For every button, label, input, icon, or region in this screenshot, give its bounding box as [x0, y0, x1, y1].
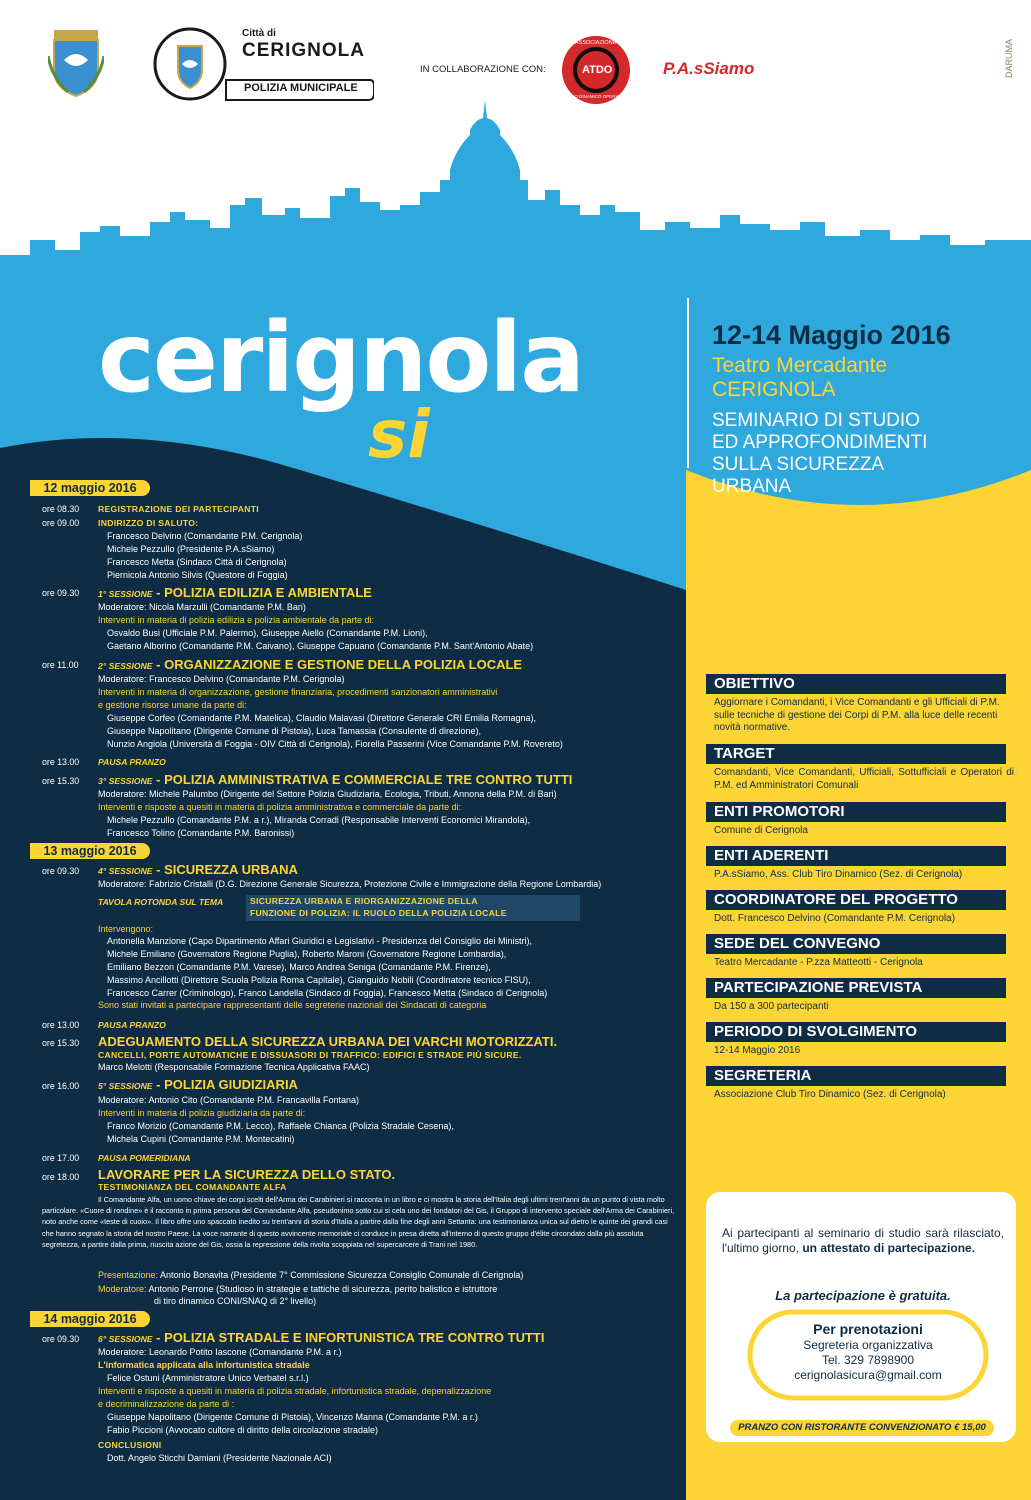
moderator: Moderatore: Antonio Cito (Comandante P.M. Francavilla Fontana) [98, 1095, 359, 1105]
alfa-description: Il Comandante Alfa, un uomo chiave dei corpi scelti dell'Arma dei Carabinieri si racconta in un libro e ci mostra la storia dell'Italia degli ultimi trent'anni da un punto di vista molto particolare. «Cuore di rondine» è il racconto in prima persona del Comandante Alfa, pseudonimo sotto cui si cela uno dei fondatori del Gis, il Gruppo di intervento speciale dell'Arma dei Carabinieri, noto anche come «teste di cuoio». Il libro offre uno spaccato inedito su trent'anni di storia d'Italia a partire dalla fine degli anni Settanta: una testimonianza unica sul dietro le quinte dei grandi casi che hanno segnato la storia del nostro Paese. La voce narrante di questo avvincente memoriale ci conduce in presa diretta all'interno di questo gruppo d'élite circondato dalla più assoluta segretezza, a partire dalla prima, riuscita azione del Gis, ossia la repressione della rivolta scoppiata nel supercarcere di Trani nel 1980. [42, 1195, 675, 1249]
talk-title: LAVORARE PER LA SICUREZZA DELLO STATO. [98, 1167, 396, 1182]
round-table-topic [246, 895, 580, 921]
presentation-label: Presentazione: [98, 1270, 159, 1280]
presentation [98, 1270, 523, 1280]
session-2 [98, 657, 522, 672]
session-number: 1° SESSIONE [98, 589, 153, 599]
day-label: 13 maggio 2016 [30, 843, 150, 859]
interventions: Interventi e risposte a quesiti in materia di polizia amministrativa e commerciale da parte di: [98, 802, 462, 812]
event-venue: Teatro Mercadante [712, 354, 888, 377]
info-title: PARTECIPAZIONE PREVISTA [706, 978, 1006, 998]
session-title: - SICUREZZA URBANA [152, 862, 298, 877]
session-number: 5° SESSIONE [98, 1081, 153, 1091]
interventions: Interventi in materia di polizia giudiziaria da parte di: [98, 1108, 306, 1118]
coat-of-arms [48, 26, 104, 98]
session-title: - ORGANIZZAZIONE E GESTIONE DELLA POLIZIA LOCALE [152, 657, 523, 672]
moderator: Moderatore: Michele Palumbo (Dirigente del Settore Polizia Giudiziaria, Ecologia, Tributi, Annona della P.M. di Bari) [98, 789, 557, 799]
info-text: Aggiornare i Comandanti, i Vice Comandanti e gli Ufficiali di P.M. sulle tecniche di gestione dei Corpi di P.M. alla luce delle recenti novità normative. [714, 697, 1000, 733]
time: ore 13.00 [42, 757, 80, 767]
session-title: - POLIZIA GIUDIZIARIA [152, 1077, 298, 1092]
session-number: 4° SESSIONE [98, 866, 153, 876]
lunch-offer: PRANZO CON RISTORANTE CONVENZIONATO € 15,00 [730, 1420, 994, 1436]
moderator-cont: di tiro dinamico CONI/SNAQ di 2° livello) [154, 1296, 317, 1306]
topic-line: SICUREZZA URBANA E RIORGANIZZAZIONE DELLA [250, 896, 478, 906]
time: ore 09.00 [42, 518, 80, 528]
interventions: e gestione risorse umane da parte di: [98, 700, 247, 710]
moderator: Moderatore: Leonardo Potito Iascone (Comandante P.M. a r.) [98, 1347, 342, 1357]
police-label: POLIZIA MUNICIPALE [244, 82, 358, 94]
round-table: TAVOLA ROTONDA SUL TEMA [98, 897, 224, 907]
lunch-break: PAUSA PRANZO [98, 1020, 166, 1030]
time: ore 09.30 [42, 588, 80, 598]
booking-info [750, 1320, 986, 1383]
time: ore 15.30 [42, 1038, 80, 1048]
speaker: Michele Pezzullo (Presidente P.A.sSiamo) [107, 544, 275, 554]
time: ore 16.00 [42, 1081, 80, 1091]
speakers: Francesco Carrer (Criminologo), Franco Landella (Sindaco di Foggia), Francesco Metta (Sindaco di Cerignola) [107, 988, 548, 998]
session-title: - POLIZIA AMMINISTRATIVA E COMMERCIALE TRE CONTRO TUTTI [152, 772, 573, 787]
day-label: 14 maggio 2016 [30, 1311, 150, 1327]
event-desc-line: SEMINARIO DI STUDIO [712, 410, 920, 431]
title-sicura [368, 396, 576, 473]
info-title: ENTI ADERENTI [706, 846, 1006, 866]
afternoon-break: PAUSA POMERIDIANA [98, 1153, 191, 1163]
collab-label: IN COLLABORAZIONE CON: [420, 64, 546, 75]
time: ore 08.30 [42, 504, 80, 514]
title-si: si [368, 396, 430, 473]
speakers-title: Intervengono: [98, 924, 154, 934]
title-cerignola: cerignola [98, 302, 583, 414]
event-dates: 12-14 Maggio 2016 [712, 320, 951, 350]
time: ore 09.30 [42, 1334, 80, 1344]
speakers: Francesco Tolino (Comandante P.M. Baronissi) [107, 828, 295, 838]
speakers: Fabio Piccioni (Avvocato cultore di diritto della circolazione stradale) [107, 1425, 378, 1435]
moderator: Moderatore: Fabrizio Cristalli (D.G. Direzione Generale Sicurezza, Protezione Civile e Immigrazione della Regione Lombardia) [98, 879, 602, 889]
info-title: TARGET [706, 744, 1006, 764]
time: ore 09.30 [42, 866, 80, 876]
moderator: Moderatore: Nicola Marzulli (Comandante P.M. Bari) [98, 602, 306, 612]
speakers: Michele Emiliano (Governatore Regione Puglia), Roberto Maroni (Governatore Regione Lombardia), [107, 949, 507, 959]
speaker: Felice Ostuni (Amministratore Unico Verbatel s.r.l.) [107, 1373, 309, 1383]
interventions: e decriminalizzazione da parte di : [98, 1399, 235, 1409]
info-text: 12-14 Maggio 2016 [714, 1045, 801, 1056]
title-cura: cura [429, 396, 576, 473]
event-desc-line: ED APPROFONDIMENTI [712, 432, 928, 453]
session-title: - POLIZIA EDILIZIA E AMBIENTALE [152, 585, 372, 600]
session-title: - POLIZIA STRADALE E INFORTUNISTICA TRE CONTRO TUTTI [152, 1330, 545, 1345]
booking-title: Per prenotazioni [813, 1321, 923, 1337]
time: ore 15.30 [42, 776, 80, 786]
polizia-municipale-logo [148, 26, 374, 102]
subtopic: L'informatica applicata alla infortunistica stradale [98, 1360, 310, 1370]
city-name: CERIGNOLA [242, 40, 365, 61]
speakers: Massimo Ancillotti (Direttore Scuola Polizia Roma Capitale), Gianguido Nobili (Coordinatore tecnico FISU), [107, 975, 531, 985]
event-description [712, 410, 927, 498]
certificate-text: Ai partecipanti al seminario di studio sarà rilasciato, l'ultimo giorno, [722, 1226, 1004, 1255]
speakers: Giuseppe Napolitano (Dirigente Comune di Pistoia), Luca Tamassia (Consulente di direzione), [107, 726, 482, 736]
daruma-mark: DARUMA [1004, 38, 1014, 78]
time: ore 18.00 [42, 1172, 80, 1182]
session-6 [98, 1330, 544, 1345]
speaker: Piernicola Antonio Silvis (Questore di Foggia) [107, 570, 288, 580]
info-title: COORDINATORE DEL PROGETTO [706, 890, 1006, 910]
speakers: Giuseppe Napolitano (Dirigente Comune di Pistoia), Vincenzo Manna (Comandante P.M. a r.) [107, 1412, 478, 1422]
interventions: Interventi in materia di polizia edilizia e polizia ambientale da parte di: [98, 615, 375, 625]
moderator-text: Antonio Perrone (Studioso in strategie e tattiche di sicurezza, perito balistico e istruttore [146, 1284, 498, 1294]
session-3 [98, 772, 572, 787]
talk-title: ADEGUAMENTO DELLA SICUREZZA URBANA DEI VARCHI MOTORIZZATI. [98, 1034, 558, 1049]
info-text: Da 150 a 300 partecipanti [714, 1001, 829, 1012]
event-desc-line: SULLA SICUREZZA [712, 454, 885, 475]
speaker: Francesco Delvino (Comandante P.M. Cerignola) [107, 531, 303, 541]
free-notice: La partecipazione è gratuita. [775, 1288, 951, 1303]
session-4 [98, 862, 298, 877]
moderator [98, 1284, 497, 1294]
registration: REGISTRAZIONE DEI PARTECIPANTI [98, 504, 259, 514]
welcome-title: INDIRIZZO DI SALUTO: [98, 518, 199, 528]
session-5 [98, 1077, 298, 1092]
info-title: SEGRETERIA [706, 1066, 1006, 1086]
info-text: Comune di Cerignola [714, 825, 808, 836]
speakers: Emiliano Bezzon (Comandante P.M. Varese), Marco Andrea Seniga (Comandante P.M. Firenze), [107, 962, 491, 972]
session-number: 3° SESSIONE [98, 776, 153, 786]
atdo-sub-label: TIRO DINAMICO OPERATIVO [567, 94, 629, 99]
speakers: Gaetano Alborino (Comandante P.M. Caivano), Giuseppe Capuano (Comandante P.M. Sant'Antonio Abate) [107, 641, 534, 651]
time: ore 17.00 [42, 1153, 80, 1163]
info-title: SEDE DEL CONVEGNO [706, 934, 1006, 954]
session-number: 6° SESSIONE [98, 1334, 153, 1344]
day-label: 12 maggio 2016 [30, 480, 150, 496]
lunch-break: PAUSA PRANZO [98, 757, 166, 767]
moderator-label: Moderatore: [98, 1284, 147, 1294]
session-1 [98, 585, 372, 600]
session-number: 2° SESSIONE [98, 661, 153, 671]
conclusions-title: CONCLUSIONI [98, 1440, 162, 1450]
info-title: PERIODO DI SVOLGIMENTO [706, 1022, 1006, 1042]
speakers: Osvaldo Busi (Ufficiale P.M. Palermo), Giuseppe Aiello (Comandante P.M. Lioni), [107, 628, 428, 638]
speakers: Nunzio Angiola (Università di Foggia - OIV Città di Cerignola), Fiorella Passerini (Vice Comandante P.M. Rovereto) [107, 739, 563, 749]
info-title: ENTI PROMOTORI [706, 802, 1006, 822]
talk-subtitle: CANCELLI, PORTE AUTOMATICHE E DISSUASORI DI TRAFFICO: EDIFICI E STRADE PIÙ SICURE. [98, 1050, 522, 1060]
info-text: Associazione Club Tiro Dinamico (Sez. di Cerignola) [714, 1089, 946, 1100]
speakers: Giuseppe Corfeo (Comandante P.M. Matelica), Claudio Malavasi (Direttore Generale CRI Emilia Romagna), [107, 713, 537, 723]
info-title: OBIETTIVO [706, 674, 1006, 694]
interventions: Interventi e risposte a quesiti in materia di polizia stradale, infortunistica stradale, depenalizzazione [98, 1386, 492, 1396]
speaker: Francesco Metta (Sindaco Città di Cerignola) [107, 557, 287, 567]
info-text: Dott. Francesco Delvino (Comandante P.M. Cerignola) [714, 913, 956, 924]
time: ore 11.00 [42, 660, 79, 670]
city-small-label: Città di [242, 28, 276, 39]
speakers: Michele Pezzullo (Comandante P.M. a r.), Miranda Corradi (Responsabile Interventi Economici Mirandola), [107, 815, 531, 825]
talk-subtitle: TESTIMONIANZA DEL COMANDANTE ALFA [98, 1182, 287, 1192]
certificate-notice [722, 1226, 1004, 1256]
booking-phone[interactable]: Tel. 329 7898900 [821, 1353, 915, 1367]
time: ore 13.00 [42, 1020, 80, 1030]
event-city: CERIGNOLA [712, 378, 836, 401]
atdo-ring-label: ASSOCIAZIONE [575, 40, 617, 46]
atdo-logo [560, 34, 632, 106]
event-desc-line: URBANA [712, 476, 792, 497]
booking-org: Segreteria organizzativa [803, 1338, 933, 1352]
coat-of-arms-icon [48, 26, 104, 98]
certificate-bold: un attestato di partecipazione. [802, 1241, 976, 1255]
speaker: Marco Melotti (Responsabile Formazione Tecnica Applicativa FAAC) [98, 1062, 370, 1072]
presentation-text: Antonio Bonavita (Presidente 7° Commissione Sicurezza Consiglio Comunale di Cerignola) [158, 1270, 524, 1280]
topic-line: FUNZIONE DI POLIZIA: IL RUOLO DELLA POLIZIA LOCALE [250, 908, 507, 918]
passiamo-logo: P.A.sSiamo [663, 59, 755, 78]
moderator: Moderatore: Francesco Delvino (Comandante P.M. Cerignola) [98, 674, 345, 684]
invited-note: Sono stati invitati a partecipare rappresentanti delle segreterie nazionali dei Sindacati di categoria [98, 1000, 487, 1010]
speakers: Michela Cupini (Comandante P.M. Montecatini) [107, 1134, 295, 1144]
speaker: Dott. Angelo Sticchi Damiani (Presidente Nazionale ACI) [107, 1453, 332, 1463]
speakers: Antonella Manzione (Capo Dipartimento Affari Giuridici e Legislativi - Presidenza del Consiglio dei Ministri), [107, 936, 533, 946]
info-text: Comandanti, Vice Comandanti, Ufficiali, Sottufficiali e Operatori di P.M. ed Amministratori Comunali [714, 767, 1014, 791]
booking-email[interactable]: cerignolasicura@gmail.com [794, 1368, 942, 1382]
info-text: P.A.sSiamo, Ass. Club Tiro Dinamico (Sez. di Cerignola) [714, 869, 963, 880]
speakers: Franco Morizio (Comandante P.M. Lecco), Raffaele Chianca (Polizia Stradale Cesena), [107, 1121, 454, 1131]
info-text: Teatro Mercadante - P.zza Matteotti - Cerignola [714, 957, 923, 968]
atdo-label: ATDO [582, 64, 613, 76]
interventions: Interventi in materia di organizzazione, gestione finanziaria, procedimenti sanzionatori amministrativi [98, 687, 498, 697]
